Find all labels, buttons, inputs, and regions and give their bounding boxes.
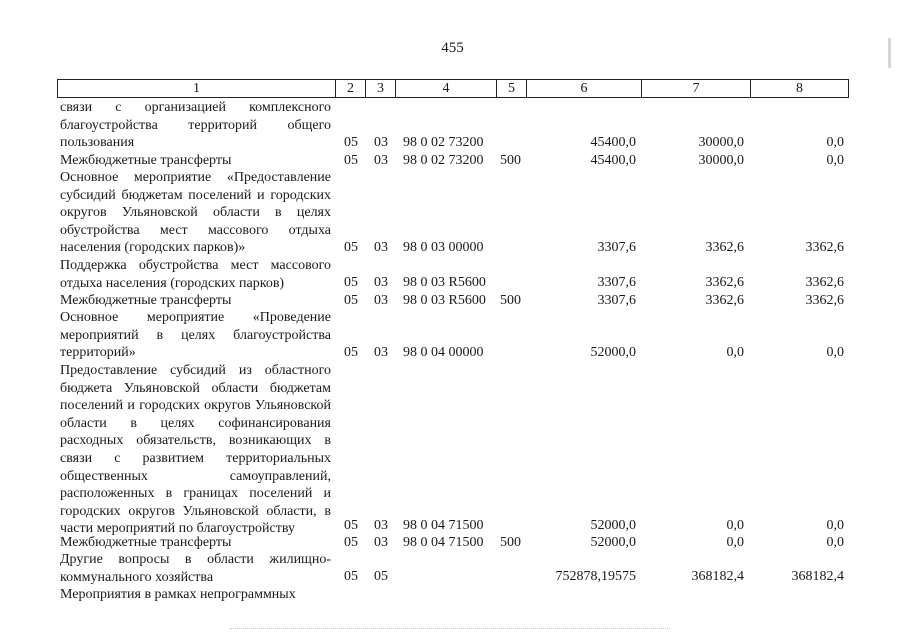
row-description: Мероприятия в рамках непрограммных bbox=[60, 587, 296, 602]
cell-section: 05 bbox=[344, 240, 358, 255]
cell-subsection: 03 bbox=[374, 535, 388, 550]
row-description: Предоставление субсидий из областного бюджета Ульяновской области бюджетам поселений и городских округов Ульяновской области в целях софинансирования расходных обязательств, возникающих в связи с развитием территориальных общественных самоуправлений, расположенных в границах поселений и городских округов Ульяновской области, в части мероприятий по благоустройству bbox=[60, 363, 331, 537]
header-col-3: 3 bbox=[366, 79, 396, 98]
cell-amount-col8: 3362,6 bbox=[805, 275, 844, 290]
scan-noise-line bbox=[230, 628, 670, 630]
cell-amount-col7: 3362,6 bbox=[705, 293, 744, 308]
cell-amount-col7: 0,0 bbox=[726, 345, 744, 360]
cell-amount-col8: 368182,4 bbox=[791, 569, 844, 584]
cell-target-item: 98 0 02 73200 bbox=[403, 153, 484, 168]
cell-target-item: 98 0 04 71500 bbox=[403, 535, 484, 550]
cell-section: 05 bbox=[344, 569, 358, 584]
cell-target-item: 98 0 03 R5600 bbox=[403, 293, 486, 308]
cell-subsection: 03 bbox=[374, 135, 388, 150]
cell-section: 05 bbox=[344, 293, 358, 308]
cell-subsection: 05 bbox=[374, 569, 388, 584]
cell-amount-col7: 3362,6 bbox=[705, 275, 744, 290]
cell-amount-col6: 45400,0 bbox=[590, 153, 636, 168]
cell-amount-col8: 3362,6 bbox=[805, 293, 844, 308]
header-col-8: 8 bbox=[751, 79, 849, 98]
cell-amount-col7: 0,0 bbox=[726, 518, 744, 533]
cell-amount-col8: 0,0 bbox=[826, 345, 844, 360]
cell-subsection: 03 bbox=[374, 345, 388, 360]
cell-amount-col7: 30000,0 bbox=[698, 135, 744, 150]
cell-amount-col6: 52000,0 bbox=[590, 345, 636, 360]
cell-amount-col7: 368182,4 bbox=[691, 569, 744, 584]
row-description: Другие вопросы в области жилищно-коммунального хозяйства bbox=[60, 552, 331, 585]
cell-section: 05 bbox=[344, 518, 358, 533]
cell-section: 05 bbox=[344, 345, 358, 360]
cell-amount-col8: 0,0 bbox=[826, 518, 844, 533]
cell-section: 05 bbox=[344, 153, 358, 168]
row-description: Межбюджетные трансферты bbox=[60, 535, 232, 550]
cell-amount-col6: 3307,6 bbox=[597, 293, 636, 308]
row-description: Межбюджетные трансферты bbox=[60, 153, 232, 168]
scan-edge-mark bbox=[888, 38, 891, 68]
cell-target-item: 98 0 02 73200 bbox=[403, 135, 484, 150]
row-description: Поддержка обустройства мест массового отдыха населения (городских парков) bbox=[60, 258, 331, 291]
cell-amount-col6: 3307,6 bbox=[597, 240, 636, 255]
cell-amount-col8: 3362,6 bbox=[805, 240, 844, 255]
cell-amount-col7: 0,0 bbox=[726, 535, 744, 550]
cell-target-item: 98 0 03 00000 bbox=[403, 240, 484, 255]
cell-amount-col6: 752878,19575 bbox=[555, 569, 636, 584]
row-description: связи с организацией комплексного благоустройства территорий общего пользования bbox=[60, 100, 331, 151]
row-description: Основное мероприятие «Предоставление субсидий бюджетам поселений и городских округов Ульяновской области в целях обустройства мест массового отдыха населения (городских парков)» bbox=[60, 170, 331, 256]
cell-expense-type: 500 bbox=[500, 293, 521, 308]
row-description: Межбюджетные трансферты bbox=[60, 293, 232, 308]
cell-section: 05 bbox=[344, 535, 358, 550]
cell-amount-col7: 30000,0 bbox=[698, 153, 744, 168]
cell-amount-col6: 45400,0 bbox=[590, 135, 636, 150]
header-col-5: 5 bbox=[497, 79, 527, 98]
cell-amount-col8: 0,0 bbox=[826, 153, 844, 168]
header-col-1: 1 bbox=[57, 79, 336, 98]
cell-amount-col6: 52000,0 bbox=[590, 535, 636, 550]
cell-amount-col8: 0,0 bbox=[826, 135, 844, 150]
cell-subsection: 03 bbox=[374, 153, 388, 168]
cell-subsection: 03 bbox=[374, 275, 388, 290]
header-col-2: 2 bbox=[336, 79, 366, 98]
cell-target-item: 98 0 04 00000 bbox=[403, 345, 484, 360]
cell-amount-col6: 52000,0 bbox=[590, 518, 636, 533]
cell-expense-type: 500 bbox=[500, 153, 521, 168]
row-description: Основное мероприятие «Проведение мероприятий в целях благоустройства территорий» bbox=[60, 310, 331, 361]
page-number: 455 bbox=[441, 40, 464, 56]
cell-target-item: 98 0 03 R5600 bbox=[403, 275, 486, 290]
cell-subsection: 03 bbox=[374, 293, 388, 308]
cell-section: 05 bbox=[344, 275, 358, 290]
cell-subsection: 03 bbox=[374, 518, 388, 533]
cell-expense-type: 500 bbox=[500, 535, 521, 550]
header-col-7: 7 bbox=[642, 79, 751, 98]
cell-amount-col8: 0,0 bbox=[826, 535, 844, 550]
cell-section: 05 bbox=[344, 135, 358, 150]
cell-subsection: 03 bbox=[374, 240, 388, 255]
cell-amount-col6: 3307,6 bbox=[597, 275, 636, 290]
cell-target-item: 98 0 04 71500 bbox=[403, 518, 484, 533]
header-col-6: 6 bbox=[527, 79, 642, 98]
cell-amount-col7: 3362,6 bbox=[705, 240, 744, 255]
header-col-4: 4 bbox=[396, 79, 497, 98]
